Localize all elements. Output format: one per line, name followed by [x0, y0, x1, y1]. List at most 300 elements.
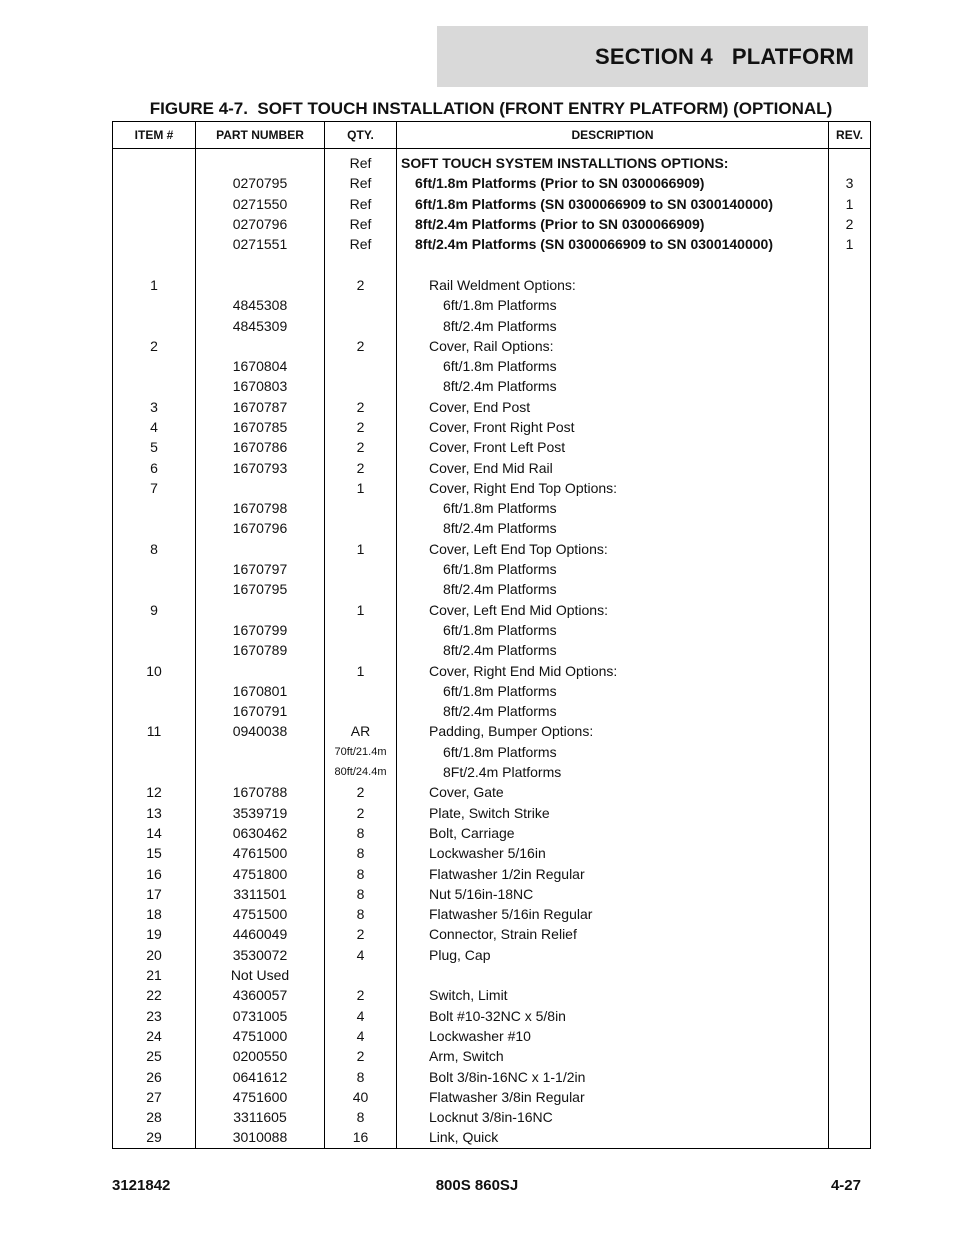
description-cell — [397, 194, 829, 214]
section-header — [437, 26, 868, 87]
description-text: Cover, Left End Mid Options: — [429, 601, 608, 618]
rev-cell — [829, 863, 871, 883]
description-cell — [397, 559, 829, 579]
item-cell: 25 — [113, 1046, 196, 1066]
description-text: Flatwasher 3/8in Regular — [429, 1088, 585, 1105]
qty-cell — [325, 559, 397, 579]
part-number-cell: 1670795 — [196, 579, 325, 599]
description-cell — [397, 417, 829, 437]
part-number-cell: 1670796 — [196, 518, 325, 538]
table-row — [113, 275, 871, 295]
table-row — [113, 1005, 871, 1025]
table-row — [113, 660, 871, 680]
description-cell — [397, 376, 829, 396]
description-text: Bolt #10-32NC x 5/8in — [429, 1007, 566, 1024]
table-row — [113, 681, 871, 701]
description-text: 6ft/1.8m Platforms — [443, 297, 557, 314]
parts-table-body — [113, 149, 871, 1149]
description-text: Flatwasher 5/16in Regular — [429, 906, 593, 923]
description-text: Cover, End Mid Rail — [429, 459, 553, 476]
part-number-cell: 1670803 — [196, 376, 325, 396]
table-row — [113, 579, 871, 599]
part-number-cell: 4751000 — [196, 1026, 325, 1046]
part-number-cell: 4751600 — [196, 1087, 325, 1107]
item-cell — [113, 579, 196, 599]
description-cell — [397, 823, 829, 843]
qty-cell: 8 — [325, 843, 397, 863]
rev-cell — [829, 539, 871, 559]
qty-cell: Ref — [325, 149, 397, 174]
part-number-cell — [196, 254, 325, 274]
description-cell — [397, 275, 829, 295]
item-cell: 14 — [113, 823, 196, 843]
table-row — [113, 234, 871, 254]
table-row — [113, 254, 871, 274]
description-text: 8ft/2.4m Platforms — [443, 520, 557, 537]
table-row — [113, 478, 871, 498]
item-cell — [113, 149, 196, 174]
description-cell — [397, 539, 829, 559]
qty-cell: Ref — [325, 194, 397, 214]
qty-cell: 16 — [325, 1127, 397, 1148]
part-number-cell — [196, 478, 325, 498]
footer-page-number: 4-27 — [830, 1177, 861, 1194]
part-number-cell: 1670791 — [196, 701, 325, 721]
qty-cell: 2 — [325, 803, 397, 823]
item-cell: 10 — [113, 660, 196, 680]
table-row — [113, 843, 871, 863]
qty-cell: Ref — [325, 234, 397, 254]
qty-cell: 1 — [325, 539, 397, 559]
rev-cell — [829, 275, 871, 295]
description-cell — [397, 843, 829, 863]
part-number-cell: 4845309 — [196, 315, 325, 335]
qty-cell: 40 — [325, 1087, 397, 1107]
rev-cell — [829, 478, 871, 498]
qty-cell: 70ft/21.4m — [325, 742, 397, 762]
footer-document-number: 3121842 — [112, 1177, 171, 1194]
rev-cell: 1 — [829, 194, 871, 214]
rev-cell — [829, 376, 871, 396]
description-cell — [397, 315, 829, 335]
table-row — [113, 457, 871, 477]
rev-cell — [829, 884, 871, 904]
qty-cell — [325, 376, 397, 396]
rev-cell — [829, 1005, 871, 1025]
qty-cell — [325, 315, 397, 335]
section-title: SECTION 4 PLATFORM — [594, 43, 854, 69]
qty-cell — [325, 620, 397, 640]
rev-cell — [829, 762, 871, 782]
qty-cell: 2 — [325, 985, 397, 1005]
footer-model: 800S 860SJ — [435, 1177, 519, 1194]
qty-cell: 8 — [325, 1107, 397, 1127]
description-text: Cover, Right End Mid Options: — [429, 662, 618, 679]
rev-cell — [829, 1107, 871, 1127]
rev-cell — [829, 559, 871, 579]
table-row — [113, 600, 871, 620]
description-cell — [397, 295, 829, 315]
description-text: 6ft/1.8m Platforms (SN 0300066909 to SN 0300140000) — [415, 195, 773, 212]
column-header-qty: QTY. — [325, 122, 397, 149]
item-cell — [113, 214, 196, 234]
description-cell — [397, 904, 829, 924]
item-cell: 13 — [113, 803, 196, 823]
part-number-cell: 1670801 — [196, 681, 325, 701]
item-cell — [113, 681, 196, 701]
qty-cell — [325, 579, 397, 599]
table-row — [113, 336, 871, 356]
qty-cell: 4 — [325, 1026, 397, 1046]
item-cell — [113, 640, 196, 660]
table-row — [113, 884, 871, 904]
part-number-cell: 3311605 — [196, 1107, 325, 1127]
table-row — [113, 315, 871, 335]
description-text: Plate, Switch Strike — [429, 804, 550, 821]
description-cell — [397, 620, 829, 640]
rev-cell — [829, 518, 871, 538]
description-text: Cover, Front Left Post — [429, 439, 566, 456]
table-row — [113, 214, 871, 234]
part-number-cell: 1670786 — [196, 437, 325, 457]
table-row — [113, 924, 871, 944]
part-number-cell: 1670789 — [196, 640, 325, 660]
part-number-cell: 0630462 — [196, 823, 325, 843]
qty-cell: 8 — [325, 904, 397, 924]
description-text: 8ft/2.4m Platforms (Prior to SN 0300066909) — [415, 216, 705, 233]
item-cell — [113, 559, 196, 579]
description-text: 8ft/2.4m Platforms — [443, 581, 557, 598]
description-cell — [397, 397, 829, 417]
part-number-cell: 0641612 — [196, 1066, 325, 1086]
rev-cell — [829, 336, 871, 356]
table-row — [113, 823, 871, 843]
item-cell: 12 — [113, 782, 196, 802]
item-cell: 5 — [113, 437, 196, 457]
description-text: 8ft/2.4m Platforms (SN 0300066909 to SN 0300140000) — [415, 236, 773, 253]
qty-cell: Ref — [325, 214, 397, 234]
rev-cell: 2 — [829, 214, 871, 234]
table-row — [113, 417, 871, 437]
item-cell: 29 — [113, 1127, 196, 1148]
description-text: 6ft/1.8m Platforms — [443, 682, 557, 699]
description-cell — [397, 149, 829, 174]
description-text: Cover, Left End Top Options: — [429, 540, 608, 557]
qty-cell — [325, 295, 397, 315]
qty-cell: 1 — [325, 660, 397, 680]
item-cell: 3 — [113, 397, 196, 417]
table-row — [113, 863, 871, 883]
rev-cell — [829, 721, 871, 741]
description-text: SOFT TOUCH SYSTEM INSTALLTIONS OPTIONS: — [401, 155, 729, 172]
item-cell — [113, 518, 196, 538]
part-number-cell: 0270796 — [196, 214, 325, 234]
description-text: Link, Quick — [429, 1129, 499, 1146]
qty-cell: 8 — [325, 823, 397, 843]
qty-cell: 4 — [325, 945, 397, 965]
part-number-cell: 0200550 — [196, 1046, 325, 1066]
rev-cell — [829, 843, 871, 863]
part-number-cell: 4460049 — [196, 924, 325, 944]
qty-cell: 2 — [325, 417, 397, 437]
rev-cell — [829, 945, 871, 965]
part-number-cell: 3311501 — [196, 884, 325, 904]
rev-cell — [829, 1087, 871, 1107]
part-number-cell — [196, 149, 325, 174]
description-cell — [397, 356, 829, 376]
rev-cell — [829, 1026, 871, 1046]
description-cell — [397, 437, 829, 457]
qty-cell — [325, 965, 397, 985]
description-text: Bolt 3/8in-16NC x 1-1/2in — [429, 1068, 586, 1085]
description-cell — [397, 498, 829, 518]
description-text: Lockwasher #10 — [429, 1027, 531, 1044]
table-row — [113, 518, 871, 538]
description-cell — [397, 1026, 829, 1046]
description-text: Cover, Front Right Post — [429, 419, 575, 435]
table-row — [113, 437, 871, 457]
table-row — [113, 945, 871, 965]
rev-cell — [829, 681, 871, 701]
parts-table — [112, 121, 871, 1149]
column-header-part-number: PART NUMBER — [196, 122, 325, 149]
part-number-cell: 1670787 — [196, 397, 325, 417]
item-cell — [113, 315, 196, 335]
description-cell — [397, 457, 829, 477]
description-cell — [397, 924, 829, 944]
description-text: 6ft/1.8m Platforms (Prior to SN 0300066909) — [415, 175, 705, 192]
description-cell — [397, 214, 829, 234]
description-text: 8Ft/2.4m Platforms — [443, 764, 562, 781]
description-text: Switch, Limit — [429, 987, 508, 1004]
item-cell: 1 — [113, 275, 196, 295]
table-row — [113, 620, 871, 640]
description-text: Bolt, Carriage — [429, 824, 515, 841]
part-number-cell: 1670797 — [196, 559, 325, 579]
rev-cell — [829, 1127, 871, 1148]
qty-cell — [325, 701, 397, 721]
part-number-cell: 1670804 — [196, 356, 325, 376]
rev-cell — [829, 1066, 871, 1086]
qty-cell: 2 — [325, 437, 397, 457]
description-cell — [397, 600, 829, 620]
description-cell — [397, 1087, 829, 1107]
table-row — [113, 1127, 871, 1148]
table-row — [113, 1046, 871, 1066]
rev-cell — [829, 149, 871, 174]
rev-cell — [829, 660, 871, 680]
description-cell — [397, 1066, 829, 1086]
table-row — [113, 965, 871, 985]
qty-cell: 2 — [325, 924, 397, 944]
item-cell: 24 — [113, 1026, 196, 1046]
description-text: Padding, Bumper Options: — [429, 723, 594, 740]
description-cell — [397, 863, 829, 883]
qty-cell — [325, 356, 397, 376]
item-cell — [113, 356, 196, 376]
rev-cell — [829, 640, 871, 660]
rev-cell: 3 — [829, 173, 871, 193]
table-row — [113, 1066, 871, 1086]
description-cell — [397, 762, 829, 782]
table-row — [113, 194, 871, 214]
description-text: Plug, Cap — [429, 946, 491, 963]
table-row — [113, 149, 871, 174]
description-cell — [397, 803, 829, 823]
qty-cell — [325, 518, 397, 538]
item-cell: 7 — [113, 478, 196, 498]
description-text: Lockwasher 5/16in — [429, 845, 546, 862]
item-cell: 16 — [113, 863, 196, 883]
part-number-cell — [196, 660, 325, 680]
item-cell: 6 — [113, 457, 196, 477]
qty-cell: 8 — [325, 884, 397, 904]
description-cell — [397, 579, 829, 599]
qty-cell — [325, 498, 397, 518]
qty-cell: 2 — [325, 457, 397, 477]
table-row — [113, 985, 871, 1005]
table-row — [113, 762, 871, 782]
table-row — [113, 376, 871, 396]
table-row — [113, 640, 871, 660]
description-cell — [397, 173, 829, 193]
part-number-cell: 1670785 — [196, 417, 325, 437]
table-row — [113, 173, 871, 193]
figure-title: FIGURE 4-7. SOFT TOUCH INSTALLATION (FRONT ENTRY PLATFORM) (OPTIONAL) — [149, 99, 833, 118]
part-number-cell: 3530072 — [196, 945, 325, 965]
column-header-description: DESCRIPTION — [397, 122, 829, 149]
item-cell — [113, 376, 196, 396]
table-row — [113, 397, 871, 417]
qty-cell — [325, 254, 397, 274]
description-text: Nut 5/16in-18NC — [429, 885, 534, 902]
rev-cell — [829, 742, 871, 762]
description-cell — [397, 1046, 829, 1066]
item-cell — [113, 701, 196, 721]
rev-cell — [829, 782, 871, 802]
item-cell — [113, 295, 196, 315]
item-cell: 26 — [113, 1066, 196, 1086]
item-cell — [113, 234, 196, 254]
table-row — [113, 295, 871, 315]
description-cell — [397, 254, 829, 274]
part-number-cell — [196, 336, 325, 356]
qty-cell: 1 — [325, 478, 397, 498]
item-cell — [113, 742, 196, 762]
part-number-cell: 4845308 — [196, 295, 325, 315]
description-cell — [397, 1107, 829, 1127]
table-row — [113, 1087, 871, 1107]
table-row — [113, 1026, 871, 1046]
rev-cell — [829, 620, 871, 640]
description-text: 8ft/2.4m Platforms — [443, 642, 557, 659]
rev-cell — [829, 254, 871, 274]
description-cell — [397, 640, 829, 660]
table-row — [113, 1107, 871, 1127]
description-text: 6ft/1.8m Platforms — [443, 358, 557, 375]
description-text: Locknut 3/8in-16NC — [429, 1109, 553, 1126]
qty-cell — [325, 681, 397, 701]
qty-cell: 2 — [325, 336, 397, 356]
table-row — [113, 782, 871, 802]
rev-cell — [829, 600, 871, 620]
item-cell: 9 — [113, 600, 196, 620]
part-number-cell: 0271550 — [196, 194, 325, 214]
item-cell — [113, 173, 196, 193]
item-cell — [113, 498, 196, 518]
rev-cell — [829, 1046, 871, 1066]
qty-cell: 2 — [325, 275, 397, 295]
description-text: Connector, Strain Relief — [429, 926, 577, 943]
description-cell — [397, 234, 829, 254]
description-cell — [397, 965, 829, 985]
description-text: 8ft/2.4m Platforms — [443, 703, 557, 720]
rev-cell — [829, 498, 871, 518]
description-text: 8ft/2.4m Platforms — [443, 317, 557, 334]
item-cell: 4 — [113, 417, 196, 437]
table-row — [113, 498, 871, 518]
qty-cell: Ref — [325, 173, 397, 193]
item-cell — [113, 254, 196, 274]
item-cell: 19 — [113, 924, 196, 944]
rev-cell — [829, 417, 871, 437]
item-cell: 23 — [113, 1005, 196, 1025]
description-text: 6ft/1.8m Platforms — [443, 621, 557, 638]
part-number-cell: 0940038 — [196, 721, 325, 741]
item-cell: 27 — [113, 1087, 196, 1107]
description-text: 6ft/1.8m Platforms — [443, 561, 557, 578]
item-cell: 21 — [113, 965, 196, 985]
table-row — [113, 721, 871, 741]
description-text: 6ft/1.8m Platforms — [443, 500, 557, 517]
rev-cell — [829, 397, 871, 417]
qty-cell — [325, 640, 397, 660]
item-cell: 15 — [113, 843, 196, 863]
part-number-cell — [196, 600, 325, 620]
table-row — [113, 803, 871, 823]
rev-cell — [829, 457, 871, 477]
part-number-cell: 1670793 — [196, 457, 325, 477]
rev-cell — [829, 965, 871, 985]
part-number-cell: 0731005 — [196, 1005, 325, 1025]
part-number-cell: 4751800 — [196, 863, 325, 883]
part-number-cell: 4360057 — [196, 985, 325, 1005]
table-row — [113, 701, 871, 721]
qty-cell: 2 — [325, 1046, 397, 1066]
description-text: Flatwasher 1/2in Regular — [429, 865, 585, 882]
description-cell — [397, 945, 829, 965]
item-cell: 22 — [113, 985, 196, 1005]
description-text: Cover, Rail Options: — [429, 337, 554, 354]
rev-cell — [829, 315, 871, 335]
description-cell — [397, 701, 829, 721]
part-number-cell: 3539719 — [196, 803, 325, 823]
item-cell: 11 — [113, 721, 196, 741]
item-cell — [113, 194, 196, 214]
part-number-cell: 0271551 — [196, 234, 325, 254]
qty-cell: 2 — [325, 397, 397, 417]
table-row — [113, 742, 871, 762]
table-row — [113, 559, 871, 579]
item-cell — [113, 762, 196, 782]
part-number-cell — [196, 539, 325, 559]
description-cell — [397, 782, 829, 802]
item-cell: 28 — [113, 1107, 196, 1127]
qty-cell: AR — [325, 721, 397, 741]
rev-cell — [829, 579, 871, 599]
description-cell — [397, 478, 829, 498]
part-number-cell: 1670788 — [196, 782, 325, 802]
